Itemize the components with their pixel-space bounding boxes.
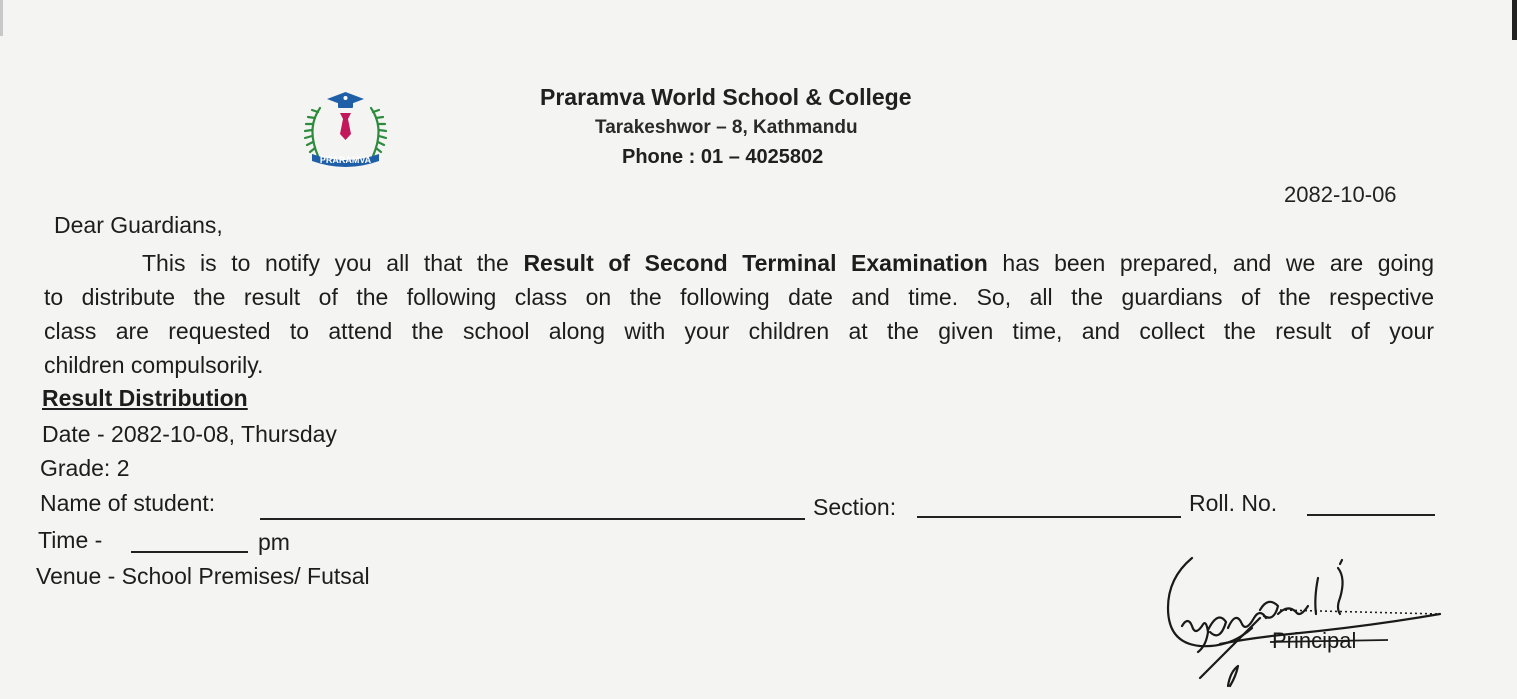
body-line-1-pre: This is to notify you all that the: [142, 250, 524, 276]
school-logo: [298, 88, 393, 176]
school-phone: Phone : 01 – 4025802: [622, 146, 824, 168]
time-unit: pm: [258, 529, 290, 555]
principal-signature: [1160, 548, 1470, 698]
school-address: Tarakeshwor – 8, Kathmandu: [595, 117, 858, 138]
roll-number-blank[interactable]: [1307, 514, 1435, 516]
paper-edge-left: [0, 0, 3, 36]
notice-date: 2082-10-06: [1284, 182, 1397, 207]
paper-edge-right: [1512, 0, 1517, 40]
body-line-2: to distribute the result of the following class on the following date and time. So, all the guardians of the respective: [44, 284, 1434, 310]
grade-line: Grade: 2: [40, 455, 130, 481]
section-label: Section:: [813, 494, 897, 520]
section-blank[interactable]: [917, 516, 1181, 518]
student-name-blank[interactable]: [260, 518, 805, 520]
roll-number-label: Roll. No.: [1189, 490, 1278, 516]
exam-name: Result of Second Terminal Examination: [523, 250, 988, 276]
school-name: Praramva World School & College: [540, 84, 912, 110]
distribution-date: Date - 2082-10-08, Thursday: [42, 421, 337, 447]
body-line-3: class are requested to attend the school along with your children at the given time, and collect the result of your: [44, 318, 1434, 344]
time-label: Time -: [38, 527, 103, 553]
principal-title: Principal: [1272, 628, 1357, 653]
result-distribution-heading: Result Distribution: [42, 385, 248, 411]
student-name-label: Name of student:: [40, 490, 216, 516]
body-line-4: children compulsorily.: [44, 352, 264, 378]
body-line-1: [44, 246, 1434, 280]
notice-body: [44, 246, 1434, 382]
body-line-1-post: has been prepared, and we are going: [987, 250, 1434, 276]
time-blank[interactable]: [131, 551, 248, 553]
salutation: Dear Guardians,: [54, 212, 223, 238]
venue-line: Venue - School Premises/ Futsal: [36, 563, 370, 589]
logo-banner-text: PRARAMVA: [319, 155, 372, 165]
